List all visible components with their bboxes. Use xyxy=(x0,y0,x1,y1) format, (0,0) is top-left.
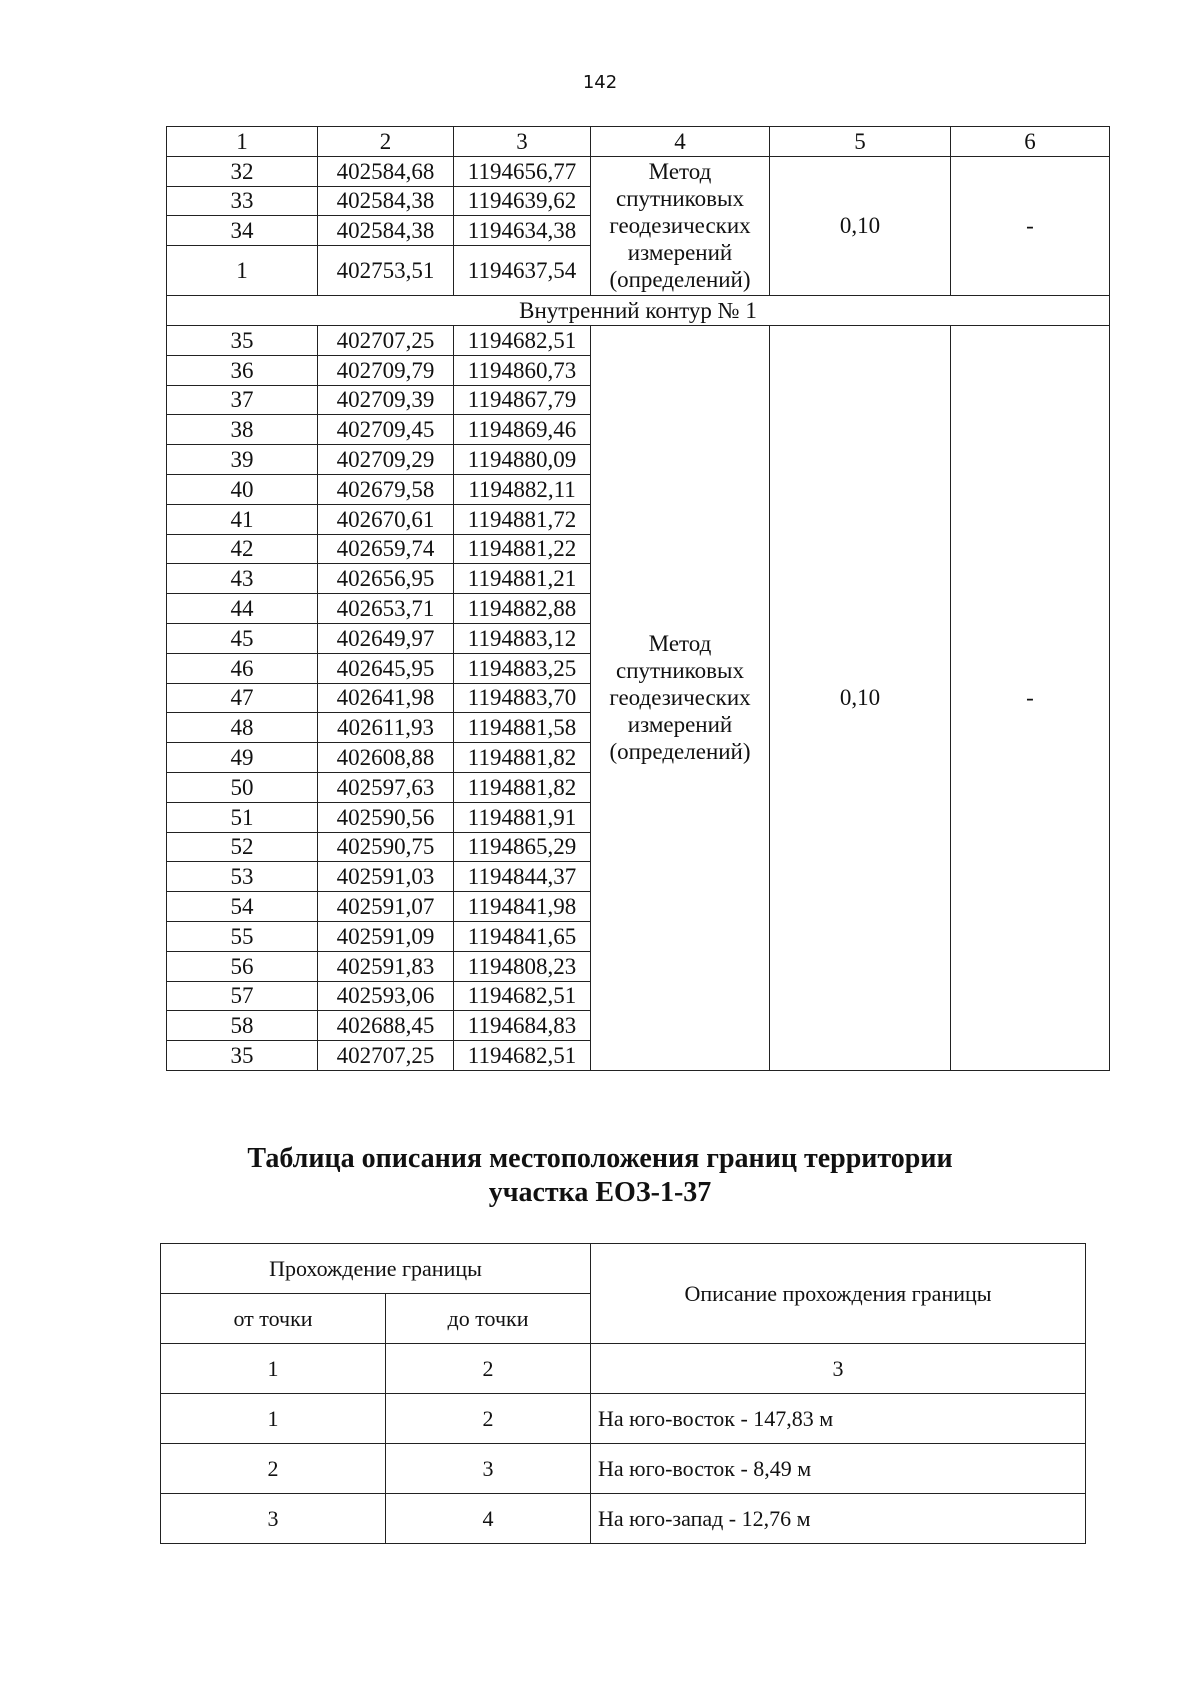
to-point: 4 xyxy=(386,1494,591,1544)
coordinate-y: 1194881,82 xyxy=(454,772,591,802)
column-number: 2 xyxy=(386,1344,591,1394)
header-boundary-description: Описание прохождения границы xyxy=(591,1244,1086,1344)
to-point: 2 xyxy=(386,1394,591,1444)
table-title-line-1: Таблица описания местоположения границ территории xyxy=(247,1143,953,1174)
column-number: 5 xyxy=(770,127,951,157)
coordinate-x: 402709,29 xyxy=(318,445,454,475)
section-label: Внутренний контур № 1 xyxy=(167,296,1110,326)
point-number: 41 xyxy=(167,504,318,534)
accuracy-cell: 0,10 xyxy=(770,325,951,1070)
point-number: 37 xyxy=(167,385,318,415)
point-number: 44 xyxy=(167,594,318,624)
coordinate-x: 402679,58 xyxy=(318,474,454,504)
point-number: 35 xyxy=(167,325,318,355)
coordinate-x: 402709,45 xyxy=(318,415,454,445)
coordinate-x: 402593,06 xyxy=(318,981,454,1011)
column-number: 4 xyxy=(591,127,770,157)
page-number: 142 xyxy=(582,72,618,93)
method-line: (определений) xyxy=(609,739,751,765)
from-point: 2 xyxy=(161,1444,386,1494)
coordinate-y: 1194881,21 xyxy=(454,564,591,594)
boundary-description: На юго-запад - 12,76 м xyxy=(591,1494,1086,1544)
coordinate-y: 1194684,83 xyxy=(454,1011,591,1041)
table-title xyxy=(0,1142,1200,1210)
coordinate-y: 1194841,98 xyxy=(454,892,591,922)
point-number: 49 xyxy=(167,743,318,773)
coordinate-y: 1194881,82 xyxy=(454,743,591,773)
coordinate-y: 1194841,65 xyxy=(454,921,591,951)
column-number: 6 xyxy=(951,127,1110,157)
coordinates-table xyxy=(166,126,1110,1071)
from-point: 3 xyxy=(161,1494,386,1544)
coordinate-y: 1194883,25 xyxy=(454,653,591,683)
point-number: 57 xyxy=(167,981,318,1011)
description-cell: - xyxy=(951,156,1110,295)
coordinate-x: 402641,98 xyxy=(318,683,454,713)
from-point: 1 xyxy=(161,1394,386,1444)
coordinate-x: 402688,45 xyxy=(318,1011,454,1041)
coordinate-x: 402584,38 xyxy=(318,186,454,216)
section-row xyxy=(167,296,1110,326)
coordinate-y: 1194882,88 xyxy=(454,594,591,624)
method-line: геодезических xyxy=(609,213,751,239)
accuracy-cell: 0,10 xyxy=(770,156,951,295)
method-line: спутниковых xyxy=(615,186,744,212)
point-number: 55 xyxy=(167,921,318,951)
point-number: 45 xyxy=(167,623,318,653)
point-number: 48 xyxy=(167,713,318,743)
numbering-row xyxy=(161,1344,1086,1394)
coordinate-x: 402645,95 xyxy=(318,653,454,683)
coordinate-y: 1194860,73 xyxy=(454,355,591,385)
header-to-point: до точки xyxy=(386,1294,591,1344)
method-line: спутниковых xyxy=(615,658,744,684)
coordinate-x: 402753,51 xyxy=(318,246,454,296)
description-cell: - xyxy=(951,325,1110,1070)
coordinate-y: 1194881,22 xyxy=(454,534,591,564)
coordinate-y: 1194639,62 xyxy=(454,186,591,216)
coordinate-x: 402590,75 xyxy=(318,832,454,862)
table-title-line-2: участка ЕОЗ-1-37 xyxy=(488,1177,712,1208)
coordinate-y: 1194844,37 xyxy=(454,862,591,892)
point-number: 56 xyxy=(167,951,318,981)
method-cell xyxy=(591,325,770,1070)
coordinate-y: 1194637,54 xyxy=(454,246,591,296)
point-number: 52 xyxy=(167,832,318,862)
coordinate-x: 402656,95 xyxy=(318,564,454,594)
point-number: 43 xyxy=(167,564,318,594)
point-number: 51 xyxy=(167,802,318,832)
coordinate-x: 402591,83 xyxy=(318,951,454,981)
coordinate-y: 1194880,09 xyxy=(454,445,591,475)
coordinate-x: 402591,03 xyxy=(318,862,454,892)
point-number: 32 xyxy=(167,156,318,186)
coordinate-y: 1194682,51 xyxy=(454,981,591,1011)
coordinate-y: 1194883,70 xyxy=(454,683,591,713)
point-number: 58 xyxy=(167,1011,318,1041)
to-point: 3 xyxy=(386,1444,591,1494)
boundary-description: На юго-восток - 147,83 м xyxy=(591,1394,1086,1444)
method-cell xyxy=(591,156,770,295)
coordinate-y: 1194882,11 xyxy=(454,474,591,504)
coordinate-y: 1194883,12 xyxy=(454,623,591,653)
coordinate-x: 402591,07 xyxy=(318,892,454,922)
point-number: 36 xyxy=(167,355,318,385)
column-number: 3 xyxy=(454,127,591,157)
coordinate-x: 402707,25 xyxy=(318,1041,454,1071)
coordinate-x: 402653,71 xyxy=(318,594,454,624)
coordinate-y: 1194682,51 xyxy=(454,325,591,355)
method-line: Метод xyxy=(648,631,712,657)
coordinate-x: 402709,39 xyxy=(318,385,454,415)
coordinate-y: 1194808,23 xyxy=(454,951,591,981)
coordinate-y: 1194881,91 xyxy=(454,802,591,832)
header-from-point: от точки xyxy=(161,1294,386,1344)
coordinate-y: 1194682,51 xyxy=(454,1041,591,1071)
coordinate-y: 1194634,38 xyxy=(454,216,591,246)
coordinate-x: 402670,61 xyxy=(318,504,454,534)
point-number: 39 xyxy=(167,445,318,475)
header-boundary-passage: Прохождение границы xyxy=(161,1244,591,1294)
table-row xyxy=(167,325,1110,355)
method-line: Метод xyxy=(648,159,712,185)
point-number: 38 xyxy=(167,415,318,445)
column-number: 3 xyxy=(591,1344,1086,1394)
coordinate-x: 402591,09 xyxy=(318,921,454,951)
coordinate-x: 402709,79 xyxy=(318,355,454,385)
point-number: 34 xyxy=(167,216,318,246)
boundary-description: На юго-восток - 8,49 м xyxy=(591,1444,1086,1494)
point-number: 40 xyxy=(167,474,318,504)
column-number: 1 xyxy=(167,127,318,157)
coordinate-x: 402707,25 xyxy=(318,325,454,355)
coordinate-x: 402584,38 xyxy=(318,216,454,246)
point-number: 33 xyxy=(167,186,318,216)
point-number: 47 xyxy=(167,683,318,713)
method-line: измерений xyxy=(627,712,733,738)
table-row xyxy=(161,1394,1086,1444)
point-number: 50 xyxy=(167,772,318,802)
coordinate-x: 402659,74 xyxy=(318,534,454,564)
point-number: 46 xyxy=(167,653,318,683)
point-number: 35 xyxy=(167,1041,318,1071)
column-number: 2 xyxy=(318,127,454,157)
table-row xyxy=(167,156,1110,186)
coordinate-x: 402611,93 xyxy=(318,713,454,743)
table-row xyxy=(161,1444,1086,1494)
coordinate-y: 1194869,46 xyxy=(454,415,591,445)
coordinate-y: 1194881,72 xyxy=(454,504,591,534)
point-number: 1 xyxy=(167,246,318,296)
method-line: (определений) xyxy=(609,267,751,293)
coordinate-x: 402590,56 xyxy=(318,802,454,832)
table-header-row xyxy=(167,127,1110,157)
point-number: 53 xyxy=(167,862,318,892)
coordinate-y: 1194865,29 xyxy=(454,832,591,862)
coordinate-x: 402597,63 xyxy=(318,772,454,802)
method-line: измерений xyxy=(627,240,733,266)
method-line: геодезических xyxy=(609,685,751,711)
point-number: 54 xyxy=(167,892,318,922)
table-row xyxy=(161,1494,1086,1544)
coordinate-y: 1194656,77 xyxy=(454,156,591,186)
boundary-description-table xyxy=(160,1243,1086,1544)
point-number: 42 xyxy=(167,534,318,564)
coordinate-x: 402584,68 xyxy=(318,156,454,186)
coordinate-x: 402608,88 xyxy=(318,743,454,773)
column-number: 1 xyxy=(161,1344,386,1394)
coordinate-y: 1194867,79 xyxy=(454,385,591,415)
coordinate-x: 402649,97 xyxy=(318,623,454,653)
coordinate-y: 1194881,58 xyxy=(454,713,591,743)
